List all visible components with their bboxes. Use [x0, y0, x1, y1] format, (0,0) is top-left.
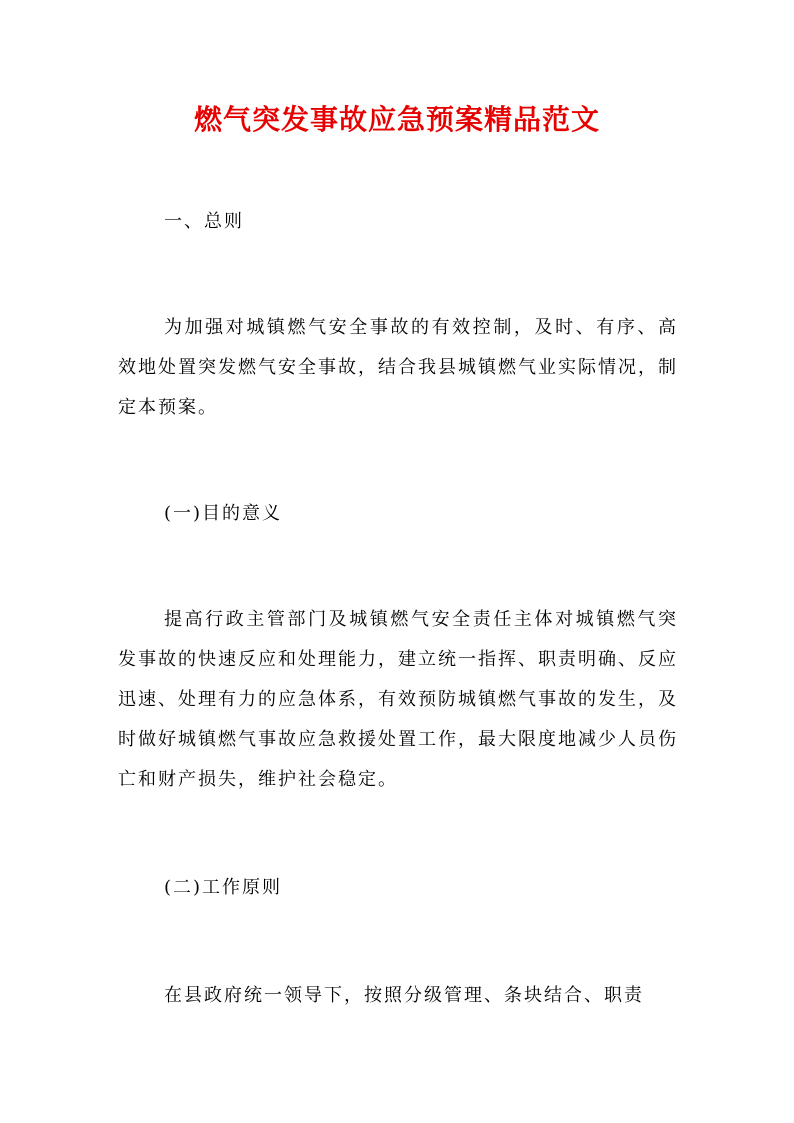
paragraph-purpose-intro: 为加强对城镇燃气安全事故的有效控制，及时、有序、高效地处置突发燃气安全事故，结合我县城镇燃气业实际情况，制定本预案。	[118, 317, 678, 418]
section-heading-general: 一、总则	[164, 211, 244, 232]
section-heading-principles: (二)工作原则	[164, 877, 283, 898]
paragraph-objective: 提高行政主管部门及城镇燃气安全责任主体对城镇燃气突发事故的快速反应和处理能力，建立统一指挥、职责明确、反应迅速、处理有力的应急体系，有效预防城镇燃气事故的发生，及时做好城镇燃气事故应急救援处置工作，最大限度地减少人员伤亡和财产损失，维护社会稳定。	[118, 609, 678, 790]
section-heading-objective: (一)目的意义	[164, 503, 283, 524]
document-title: 燃气突发事故应急预案精品范文	[193, 103, 600, 136]
paragraph-principles: 在县政府统一领导下，按照分级管理、条块结合、职责	[164, 985, 644, 1006]
